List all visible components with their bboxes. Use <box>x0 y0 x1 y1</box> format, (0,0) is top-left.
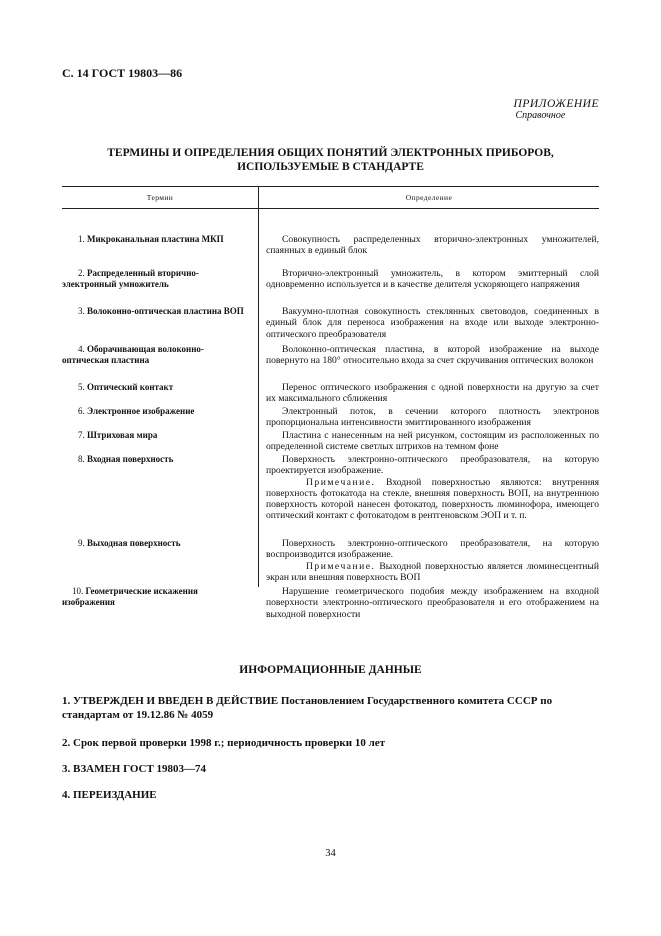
definition-cell: Совокупность распределенных вторично-электронных умножителей, спаянных в единый блок <box>266 234 599 257</box>
definition-cell: Пластина с нанесенным на ней рисунком, состоящим из расположенных по определенной системе светлых штрихов на темном фоне <box>266 430 599 453</box>
term-cell: 10. Геометрические искажения изображения <box>62 586 198 608</box>
appendix-type: Справочное <box>515 110 566 121</box>
definition-cell: Поверхность электронно-оптического преобразователя, на которую воспроизводится изображение. Примечание. Выходной поверхностью является люминесцентный экран или внешняя поверхность ВОП <box>266 538 599 583</box>
table-row <box>62 234 599 268</box>
definition-cell: Нарушение геометрического подобия между изображением на входной поверхности электронно-оптического преобразователя и его отображением на выходной поверхности <box>266 586 599 620</box>
document-title <box>62 146 599 174</box>
definition-cell: Поверхность электронно-оптического преобразователя, на которую проектируется изображение. Примечание. Входной поверхностью являются: внутренняя поверхность фотокатода на стекле, внешняя поверхность ВОП, на внутреннюю поверхность которой нанесен фотокатод, поверхность люминофора, имеющего оптический контакт с фотокатодом в рентгеновском ЭОП и т. п. <box>266 454 599 522</box>
term-cell: 4. Оборачивающая волоконно-оптическая пластина <box>62 344 204 366</box>
table-row <box>62 306 599 344</box>
note-text: Выходной поверхностью является люминесцентный экран или внешняя поверхность ВОП <box>266 560 599 583</box>
term-cell: 2. Распределенный вторично-электронный умножитель <box>62 268 199 290</box>
note-text: Входной поверхностью являются: внутренняя поверхность фотокатода на стекле, внешняя поверхность ВОП, на внутреннюю поверхность которой нанесен фотокатод, поверхность люминофора, имеющего оптический контакт с фотокатодом в рентгеновском ЭОП и т. п. <box>266 476 599 522</box>
info-item-replaces: 3. ВЗАМЕН ГОСТ 19803—74 <box>62 763 207 775</box>
term-cell: 3. Волоконно-оптическая пластина ВОП <box>78 306 244 316</box>
definition-cell: Электронный поток, в сечении которого плотность электронов пропорциональна интенсивности эмиттированного изображения <box>266 406 599 429</box>
table-row <box>62 382 599 406</box>
table-row <box>62 586 599 624</box>
term-cell: 1. Микроканальная пластина МКП <box>78 234 224 244</box>
appendix-label <box>514 98 599 121</box>
column-header-definition: Определение <box>258 187 599 208</box>
definition-cell: Перенос оптического изображения с одной поверхности на другую за счет их максимального сближения <box>266 382 599 405</box>
column-header-term: Термин <box>146 192 174 202</box>
info-item-reissue: 4. ПЕРЕИЗДАНИЕ <box>62 789 157 801</box>
title-line-1: ТЕРМИНЫ И ОПРЕДЕЛЕНИЯ ОБЩИХ ПОНЯТИЙ ЭЛЕКТРОННЫХ ПРИБОРОВ, <box>107 147 554 159</box>
note-label: Примечание. <box>306 476 376 488</box>
table-row <box>62 430 599 454</box>
table-row <box>62 268 599 306</box>
term-cell: 5. Оптический контакт <box>78 382 174 392</box>
info-item-review: 2. Срок первой проверки 1998 г.; периодичность проверки 10 лет <box>62 737 386 749</box>
term-cell: 7. Штриховая мира <box>78 430 158 440</box>
page-header: С. 14 ГОСТ 19803—86 <box>62 66 183 80</box>
table-body <box>62 209 599 624</box>
term-cell: 8. Входная поверхность <box>78 454 174 464</box>
definition-cell: Волоконно-оптическая пластина, в которой изображение на выходе повернуто на 180° относительно входа за счет скручивания оптических волокон <box>266 344 599 367</box>
table-header <box>62 186 599 209</box>
page-number: 34 <box>325 848 336 859</box>
term-cell: 6. Электронное изображение <box>78 406 195 416</box>
terms-table <box>62 186 599 624</box>
column-divider <box>258 209 259 587</box>
definition-cell: Вторично-электронный умножитель, в котором эмиттерный слой одновременно используется и в качестве делителя ускоряющего напряжения <box>266 268 599 291</box>
definition-cell: Вакуумно-плотная совокупность стеклянных световодов, соединенных в единый блок для переноса изображения на входе или выходе электронно-оптического преобразователя <box>266 306 599 340</box>
appendix-title: ПРИЛОЖЕНИЕ <box>513 98 599 110</box>
note-label: Примечание. <box>306 560 376 572</box>
info-item-approved: 1. УТВЕРЖДЕН И ВВЕДЕН В ДЕЙСТВИЕ Постановлением Государственного комитета СССР по стандартам от 19.12.86 № 4059 <box>62 695 553 721</box>
table-row <box>62 454 599 538</box>
title-line-2: ИСПОЛЬЗУЕМЫЕ В СТАНДАРТЕ <box>237 161 424 173</box>
table-row <box>62 406 599 430</box>
term-cell: 9. Выходная поверхность <box>78 538 181 548</box>
info-section-title: ИНФОРМАЦИОННЫЕ ДАННЫЕ <box>239 664 422 676</box>
table-row <box>62 344 599 382</box>
table-row <box>62 538 599 586</box>
